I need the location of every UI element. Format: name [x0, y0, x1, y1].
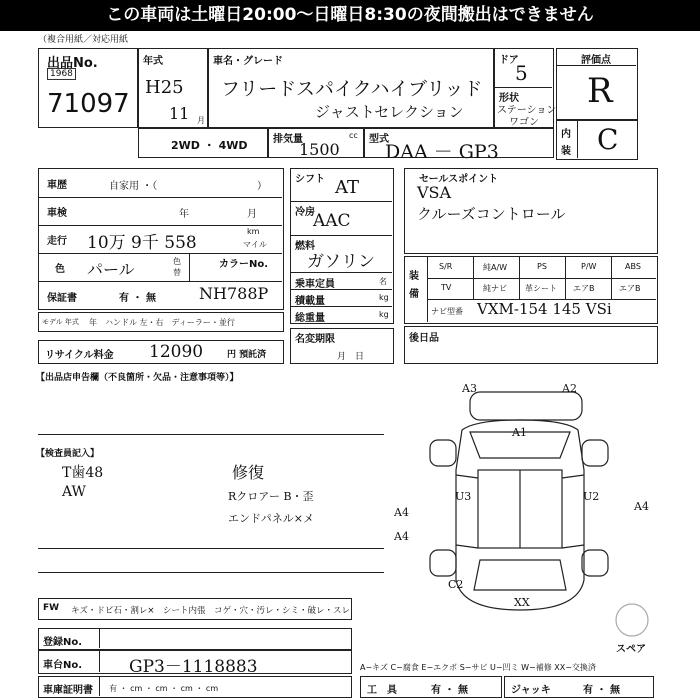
mark-a4-right: A4	[634, 500, 649, 513]
month-unit: 月	[197, 116, 205, 125]
weight-label: 総重量	[295, 313, 325, 324]
equip-tv: TV	[441, 283, 452, 292]
mark-a1: A1	[512, 426, 527, 439]
color-value: パール	[87, 260, 135, 279]
equip-leather: 革シート	[525, 284, 557, 293]
model-label: 型式	[369, 134, 389, 145]
capacity-unit: 名	[379, 277, 387, 286]
load-label: 積載量	[295, 296, 325, 307]
mileage-mile: マイル	[243, 240, 267, 249]
ac-value: AAC	[313, 211, 351, 231]
lot-label: 出品No.	[47, 56, 98, 71]
exhibitor-note-heading: 【出品店申告欄（不良箇所・欠品・注意事項等）】	[36, 373, 239, 383]
chassis-label: 車台No.	[43, 660, 83, 671]
year-era: H25	[145, 77, 184, 98]
fuel-value: ガソリン	[307, 252, 375, 272]
drive-options: 2WD ・ 4WD	[171, 139, 248, 152]
navi-model-value: VXM-154 145 VSi	[477, 300, 612, 318]
interior-label-2: 装	[561, 146, 571, 157]
load-unit: kg	[379, 293, 389, 302]
equipment-label-1: 装	[409, 271, 419, 282]
certificate-label: 車庫証明書	[43, 685, 93, 696]
shift-label: シフト	[295, 174, 325, 185]
year-label: 年式	[143, 56, 163, 67]
history-close: ）	[257, 181, 267, 192]
car-name: フリードスパイクハイブリッド	[221, 78, 483, 100]
equip-sr: S/R	[439, 262, 453, 271]
navi-model-label: ナビ型番	[431, 307, 463, 316]
ac-label: 冷房	[295, 207, 315, 218]
equipment-label-2: 備	[409, 289, 419, 300]
mark-u2: U2	[583, 490, 600, 503]
mark-a4-left: A4	[394, 506, 409, 519]
equip-airbag-1: エアB	[573, 284, 595, 293]
car-name-label: 車名・グレード	[213, 56, 283, 67]
recycle-unit: 円 預託済	[227, 350, 267, 360]
color-code-label: カラーNo.	[219, 259, 269, 270]
equip-ps: PS	[537, 262, 547, 271]
recycle-value: 12090	[149, 342, 204, 362]
equip-navi: 純ナビ	[483, 284, 507, 293]
jack-box	[504, 676, 654, 698]
damage-legend: A−キズ C−腐食 E−エクボ S−サビ U−凹ミ W−補修 XX−交換済	[360, 663, 596, 672]
interior-value: C	[597, 123, 619, 156]
equip-airbag-2: エアB	[619, 284, 641, 293]
shift-value: AT	[335, 177, 360, 198]
shape-value-2: ワゴン	[509, 117, 539, 128]
displacement-value: 1500	[299, 140, 340, 159]
mark-a3: A3	[462, 382, 477, 395]
capacity-label: 乗車定員	[295, 279, 335, 290]
sales-point-label: セールスポイント	[419, 174, 499, 185]
registration-label: 登録No.	[43, 637, 83, 648]
lot-number: 71097	[47, 89, 130, 119]
history-value: 自家用 ・（	[109, 181, 158, 192]
sales-point-1: VSA	[417, 183, 452, 202]
inspection-label: 車検	[47, 208, 67, 219]
doors-value: 5	[515, 61, 528, 85]
displacement-unit: cc	[349, 131, 358, 140]
displacement-label: 排気量	[273, 134, 303, 145]
mark-a4-low: A4	[394, 530, 409, 543]
equip-pw: P/W	[581, 262, 597, 271]
year-month: 11	[169, 104, 190, 123]
tools-value: 有 ・ 無	[431, 685, 468, 696]
inspector-note-right-3: エンドパネル×メ	[228, 512, 314, 525]
fuel-label: 燃料	[295, 241, 315, 252]
mileage-km: km	[247, 227, 260, 236]
spare-tire-label: スペア	[616, 644, 646, 655]
inspector-note-left-2: AW	[62, 484, 86, 500]
doors-label: ドア	[499, 55, 519, 66]
interior-label-1: 内	[561, 129, 571, 140]
equip-abs: ABS	[625, 262, 641, 271]
score-value: R	[587, 71, 613, 111]
interior-condition-box	[38, 598, 352, 620]
car-grade: ジャストセレクション	[315, 103, 464, 121]
model-change-options: 年 ハンドル 左・右 ディーラー・並行	[89, 318, 235, 327]
mark-a2: A2	[562, 382, 577, 395]
inspector-note-left-1: T歯48	[62, 465, 104, 481]
mark-u3: U3	[455, 490, 472, 503]
history-label: 車歴	[47, 180, 67, 191]
chassis-box	[38, 650, 352, 677]
model-change-label: モデル 年式	[42, 318, 79, 326]
certificate-box	[38, 676, 352, 698]
tools-box	[360, 676, 502, 698]
recycle-label: リサイクル料金	[45, 350, 114, 361]
certificate-options: 有 ・ cm ・ cm ・ cm ・ cm	[109, 684, 219, 693]
shape-value-1: ステーション	[497, 105, 557, 116]
warranty-value: 有 ・ 無	[119, 293, 156, 304]
score-label: 評価点	[581, 55, 611, 66]
equip-aw: 純A/W	[483, 263, 508, 272]
later-items-label: 後日品	[409, 333, 439, 344]
tools-label: 工 具	[367, 685, 397, 696]
jack-value: 有 ・ 無	[583, 685, 620, 696]
color-change-1: 色	[173, 257, 181, 266]
weight-unit: kg	[379, 310, 389, 319]
interior-condition-label: FW	[43, 603, 60, 613]
mileage-label: 走行	[47, 236, 67, 247]
registration-box	[38, 628, 352, 650]
name-change-unit: 月 日	[337, 352, 365, 362]
sales-point-2: クルーズコントロール	[417, 205, 566, 223]
warranty-label: 保証書	[47, 293, 77, 304]
header-banner: この車両は土曜日20:00～日曜日8:30の夜間搬出はできません	[0, 0, 700, 31]
mark-xx: XX	[514, 596, 530, 609]
color-label: 色	[55, 264, 65, 275]
form-type-note: （複合用紙／対応用紙	[38, 35, 129, 45]
color-change-2: 替	[173, 268, 181, 277]
model-value: DAA － GP3	[385, 141, 499, 163]
shape-label: 形状	[499, 93, 519, 104]
inspector-note-right-1: 修復	[232, 463, 265, 482]
interior-condition-items: キズ・ドビ石・割レ× シート内張 コゲ・穴・汚レ・シミ・破レ・スレ	[71, 606, 350, 616]
color-code-value: NH788P	[199, 284, 269, 303]
inspection-month: 月	[247, 209, 257, 220]
inspector-heading: 【検査員記入】	[36, 449, 100, 459]
lot-small-number: 1968	[47, 68, 76, 80]
inspection-year: 年	[179, 209, 189, 220]
mileage-value: 10万 9千 558	[87, 233, 197, 253]
inspector-note-right-2: Rクロアー B・歪	[228, 490, 314, 503]
name-change-label: 名変期限	[295, 334, 335, 345]
jack-label: ジャッキ	[511, 685, 551, 696]
mark-c2: C2	[448, 578, 464, 591]
chassis-value: GP3－1118883	[129, 657, 258, 677]
